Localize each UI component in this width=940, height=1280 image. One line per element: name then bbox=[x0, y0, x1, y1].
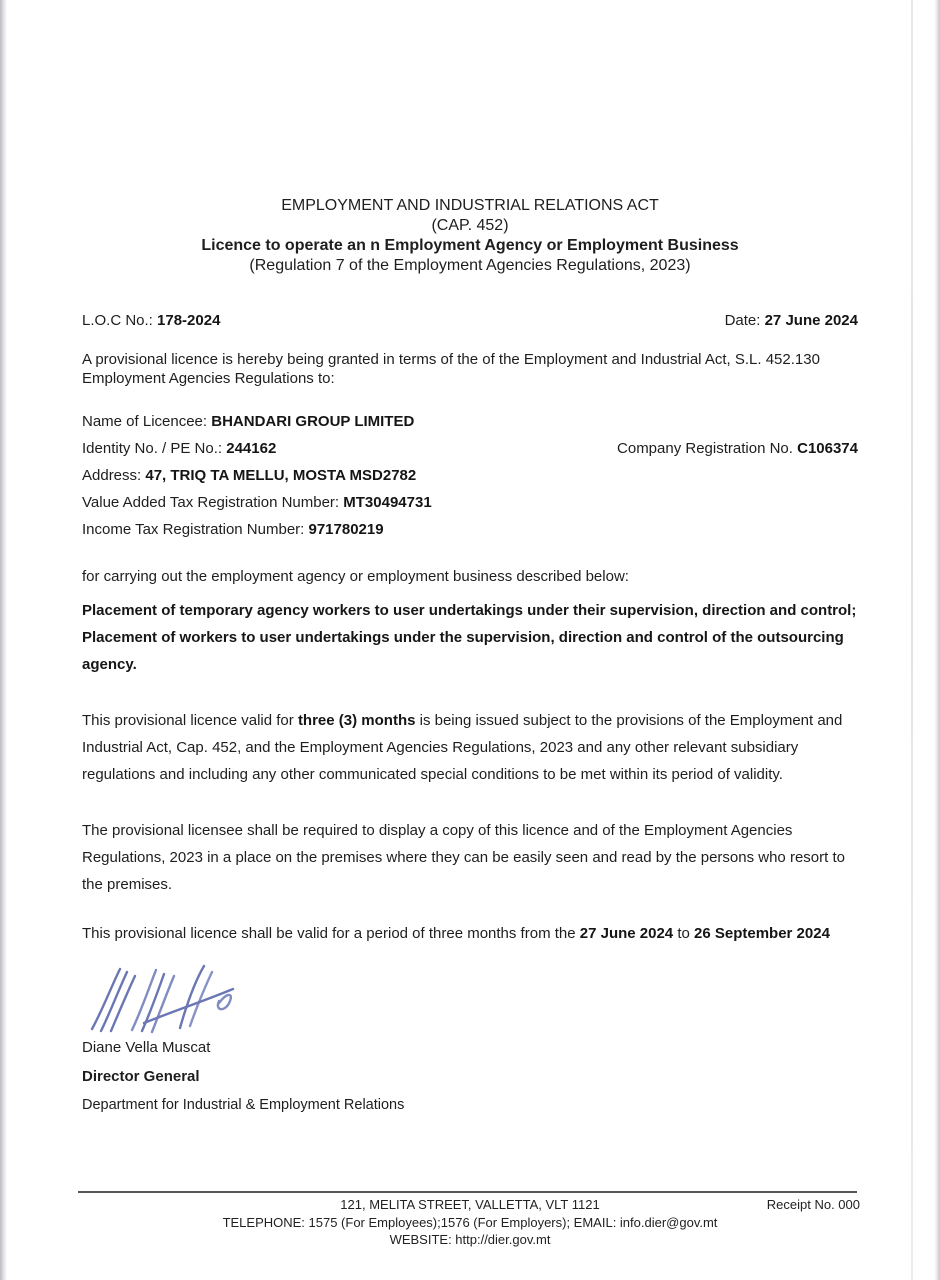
validity-duration: three (3) months bbox=[297, 712, 416, 729]
signatory-name: Diane Vella Muscat bbox=[82, 1039, 211, 1056]
period-start-date: 27 June 2024 bbox=[579, 925, 674, 942]
licencee-name-label: Name of Licencee: bbox=[82, 413, 212, 430]
act-title: EMPLOYMENT AND INDUSTRIAL RELATIONS ACT bbox=[281, 197, 659, 214]
signatory-title: Director General bbox=[82, 1068, 200, 1085]
cap-number: (CAP. 452) bbox=[431, 217, 509, 234]
description-intro: for carrying out the employment agency or employment business described below: bbox=[82, 568, 629, 585]
period-text: This provisional licence shall be valid for a period of three months from the bbox=[82, 925, 580, 942]
issue-date bbox=[725, 312, 858, 329]
receipt-number: Receipt No. 000 bbox=[766, 1197, 860, 1212]
loc-value: 178-2024 bbox=[157, 312, 221, 329]
company-registration bbox=[617, 441, 858, 457]
income-tax-label: Income Tax Registration Number: bbox=[82, 521, 309, 538]
licence-title: Licence to operate an n Employment Agency or Employment Business bbox=[201, 237, 739, 254]
identity-number bbox=[82, 441, 276, 457]
validity-text-post: is being issued subject to the provisions of the Employment and Industrial Act, Cap. 452, and the Employment Agencies Regulations, 2023 and any other relevant subsidiary regulations and including any other communicated special conditions to be met within its period of validity. bbox=[82, 712, 843, 783]
regulation-subtitle: (Regulation 7 of the Employment Agencies Regulations, 2023) bbox=[249, 257, 691, 274]
licencee-details bbox=[82, 414, 858, 538]
intro-line-1: A provisional licence is hereby being granted in terms of the of the Employment and Industrial Act, S.L. 452.130 bbox=[82, 351, 820, 368]
identity-label: Identity No. / PE No.: bbox=[82, 440, 227, 457]
footer-telephone-email: TELEPHONE: 1575 (For Employees);1576 (For Employers); EMAIL: info.dier@gov.mt bbox=[222, 1214, 718, 1230]
vat-value: MT30494731 bbox=[343, 494, 432, 511]
signature-ink bbox=[86, 961, 236, 1035]
validity-conditions-paragraph bbox=[82, 707, 858, 788]
licencee-name-row bbox=[82, 414, 858, 430]
footer-divider bbox=[78, 1191, 857, 1193]
display-requirement-paragraph: The provisional licensee shall be required to display a copy of this licence and of the Employment Agencies Regulations, 2023 in a place on the premises where they can be easily seen and read by the persons who resort to the premises. bbox=[82, 822, 845, 893]
document-content bbox=[82, 0, 858, 1114]
period-to-text: to bbox=[673, 925, 695, 942]
validity-text-pre: This provisional licence valid for bbox=[82, 712, 298, 729]
income-tax-row bbox=[82, 522, 858, 538]
address-label: Address: bbox=[82, 467, 146, 484]
address-value: 47, TRIQ TA MELLU, MOSTA MSD2782 bbox=[145, 467, 417, 484]
identity-value: 244162 bbox=[226, 440, 277, 457]
loc-label: L.O.C No.: bbox=[82, 312, 158, 329]
vat-row bbox=[82, 495, 858, 511]
date-value: 27 June 2024 bbox=[764, 312, 858, 329]
meta-row bbox=[82, 312, 858, 329]
footer-website: WEBSITE: http://dier.gov.mt bbox=[389, 1232, 551, 1247]
document-header bbox=[82, 0, 858, 276]
vat-label: Value Added Tax Registration Number: bbox=[82, 494, 344, 511]
identity-company-row bbox=[82, 441, 858, 457]
intro-paragraph bbox=[82, 350, 858, 388]
licencee-name-value: BHANDARI GROUP LIMITED bbox=[211, 413, 415, 430]
loc-number bbox=[82, 312, 220, 329]
footer-address: 121, MELITA STREET, VALLETTA, VLT 1121 bbox=[340, 1197, 600, 1212]
scan-edge-right bbox=[934, 0, 940, 1280]
income-tax-value: 971780219 bbox=[308, 521, 384, 538]
signatory-department: Department for Industrial & Employment Relations bbox=[82, 1097, 405, 1113]
page-edge-line bbox=[911, 0, 913, 1280]
date-label: Date: bbox=[724, 312, 765, 329]
activity-placement-temporary: Placement of temporary agency workers to user undertakings under their supervision, direction and control; bbox=[82, 602, 857, 619]
address-row bbox=[82, 468, 858, 484]
validity-period-paragraph bbox=[82, 920, 858, 947]
scan-edge-left bbox=[0, 0, 7, 1280]
activity-placement-outsourcing: Placement of workers to user undertakings under the supervision, direction and control of the outsourcing agency. bbox=[82, 629, 844, 673]
company-reg-value: C106374 bbox=[797, 440, 858, 457]
period-end-date: 26 September 2024 bbox=[694, 925, 830, 942]
company-reg-label: Company Registration No. bbox=[617, 440, 798, 457]
intro-line-2: Employment Agencies Regulations to: bbox=[82, 370, 335, 387]
